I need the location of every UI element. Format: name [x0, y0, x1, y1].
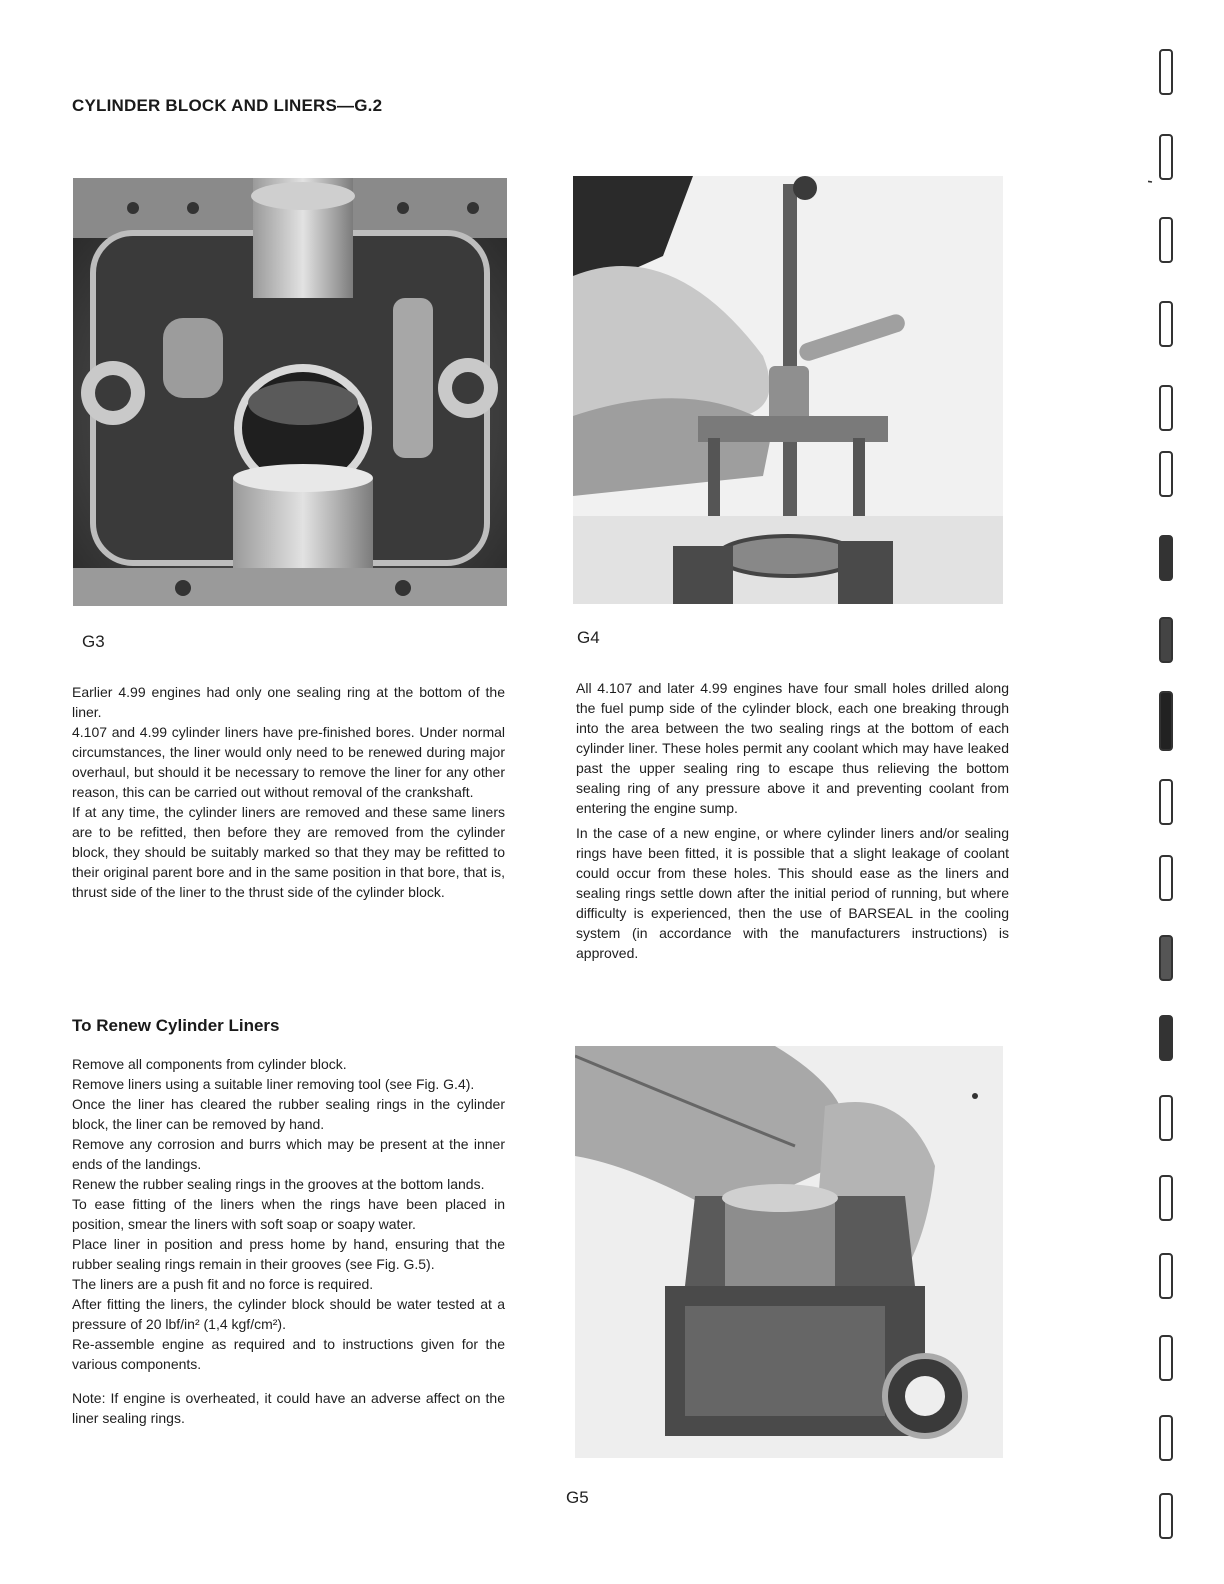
step: The liners are a push fit and no force is required.: [72, 1276, 374, 1292]
page-title: CYLINDER BLOCK AND LINERS—G.2: [72, 96, 383, 115]
paragraph: 4.107 and 4.99 cylinder liners have pre-finished bores. Under normal circumstances, the liner would only need to be renewed during major overhaul, but should it be necessary to remove the liner for any other reason, this can be carried out without removal of the crankshaft.: [72, 724, 505, 800]
step: Remove any corrosion and burrs which may be present at the inner ends of the landings.: [72, 1136, 505, 1172]
step: Once the liner has cleared the rubber sealing rings in the cylinder block, the liner can be removed by hand.: [72, 1096, 505, 1132]
note: Note: If engine is overheated, it could have an adverse affect on the liner sealing rings.: [72, 1390, 505, 1426]
paragraph: All 4.107 and later 4.99 engines have four small holes drilled along the fuel pump side of the cylinder block, each one breaking through into the area between the two sealing rings at the bottom of each cylinder liner. These holes permit any coolant which may have leaked past the upper sealing ring to escape thus relieving the bottom sealing ring of any pressure above it and preventing coolant from entering the engine sump.: [576, 680, 1009, 816]
binder-holes: [1148, 40, 1208, 1570]
left-column-text: [72, 682, 505, 902]
paragraph: In the case of a new engine, or where cylinder liners and/or sealing rings have been fitted, it is possible that a slight leakage of coolant could occur from these holes. This should ease as the liners and sealing rings settle down after the initial period of running, but where difficulty is experienced, then the use of BARSEAL in the cooling system (in accordance with the manufacturers instructions) is approved.: [576, 825, 1009, 961]
binder-holes-icon: [1148, 40, 1208, 1570]
liner-removing-tool-photo-icon: [573, 176, 1003, 604]
step: Re-assemble engine as required and to instructions given for the various components.: [72, 1336, 505, 1372]
step: To ease fitting of the liners when the rings have been placed in position, smear the liners with soft soap or soapy water.: [72, 1196, 505, 1232]
figure-g4-caption: G4: [577, 628, 600, 647]
cylinder-block-photo-icon: [73, 178, 507, 606]
right-column-text: [576, 678, 1009, 963]
step: Renew the rubber sealing rings in the grooves at the bottom lands.: [72, 1176, 485, 1192]
renew-steps: [72, 1054, 505, 1428]
figure-g3-photo: [73, 178, 507, 606]
paragraph: If at any time, the cylinder liners are removed and these same liners are to be refitted, then before they are removed from the cylinder block, they should be suitably marked so that they may be refitted to their original parent bore and in the same position in that bore, that is, thrust side of the liner to the thrust side of the cylinder block.: [72, 804, 505, 900]
step: After fitting the liners, the cylinder block should be water tested at a pressure of 20 lbf/in² (1,4 kgf/cm²).: [72, 1296, 505, 1332]
figure-g5-caption: G5: [566, 1488, 589, 1507]
figure-g5-photo: [575, 1046, 1003, 1458]
paragraph: Earlier 4.99 engines had only one sealing ring at the bottom of the liner.: [72, 684, 505, 720]
figure-g4-photo: [573, 176, 1003, 604]
step: Remove liners using a suitable liner removing tool (see Fig. G.4).: [72, 1076, 475, 1092]
liner-fitting-photo-icon: [575, 1046, 1003, 1458]
step: Remove all components from cylinder block.: [72, 1056, 347, 1072]
figure-g3-caption: G3: [82, 632, 105, 651]
step: Place liner in position and press home by hand, ensuring that the rubber sealing rings remain in their grooves (see Fig. G.5).: [72, 1236, 505, 1272]
section-heading: To Renew Cylinder Liners: [72, 1016, 280, 1035]
